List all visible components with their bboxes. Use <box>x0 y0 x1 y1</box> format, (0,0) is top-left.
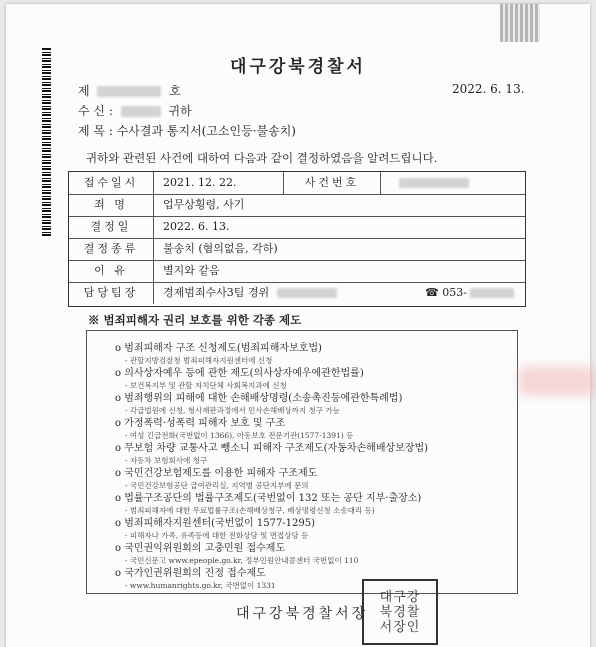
decision-date-value: 2022. 6. 13. <box>163 220 230 233</box>
redacted-stamp-mark <box>518 366 596 396</box>
phone-icon: ☎ <box>425 286 439 299</box>
intro-text: 귀하와 관련된 사건에 대하여 다음과 같이 결정하였음을 알려드립니다. <box>86 151 438 165</box>
reason-value: 별지와 같음 <box>163 264 220 277</box>
seal-text: 대구강북경찰서장인 <box>379 589 421 635</box>
decision-type-value: 불송치 (혐의없음, 각하) <box>163 242 278 255</box>
list-item: o 무보험 차량 교통사고 뺑소니 피해자 구조제도(자동차손해배상보장법) - 자동차 보험회사에 청구 <box>115 443 429 465</box>
subject-text: 수사결과 통지서(고소인등·불송치) <box>116 124 296 138</box>
reason-label: 이 유 <box>69 260 154 282</box>
list-item: o 범죄행위의 피해에 대한 손해배상명령(소송촉진등에관한특례법) - 각급법원에 신청, 형사재판과정에서 민사손해배상까지 청구 가능 <box>115 393 403 415</box>
table-row <box>69 216 525 239</box>
redacted-officer-name <box>277 288 337 298</box>
phone-number: ☎ 053- <box>425 282 514 304</box>
table-row <box>69 172 525 195</box>
official-seal-stamp <box>362 579 438 645</box>
case-number-label: 사건번호 <box>283 172 381 194</box>
list-item: o 가정폭력·성폭력 피해자 보호 및 구조 - 여성 긴급전화(국번없이 1366), 아동보호 전문기관(1577-1391) 등 <box>115 418 354 440</box>
table-row <box>69 282 525 304</box>
rights-section-title: ※ 범죄피해자 권리 보호를 위한 각종 제도 <box>88 313 302 327</box>
recipient-line: 수 신 : 귀하 <box>78 104 192 118</box>
list-item: o 범죄피해자 구조 신청제도(범죄피해자보호법) - 관할지방검찰청 범죄피해자지원센터에 신청 <box>115 343 322 365</box>
charge-value: 업무상횡령, 사기 <box>163 198 245 211</box>
subject-line: 제 목 : 수사결과 통지서(고소인등·불송치) <box>78 124 296 138</box>
receipt-date-label: 접수일시 <box>69 172 154 194</box>
rights-info-box <box>86 330 518 594</box>
officer-label: 담당팀장 <box>69 282 154 304</box>
document-title: 대구강북경찰서 <box>230 57 366 77</box>
officer-value: 경제범죄수사3팀 경위 <box>163 282 337 304</box>
charge-label: 죄 명 <box>69 194 154 216</box>
document-number: 제 호 <box>78 84 181 98</box>
list-item: o 국가인권위원회의 진정 접수제도 - www.humanrights.go.kr, 국번없이 1331 <box>115 568 276 590</box>
redacted-recipient-name <box>121 106 161 117</box>
list-item: o 법률구조공단의 법률구조제도(국번없이 132 또는 공단 지부·출장소) - 범죄피해자에 대한 무료법률구조(손해배상청구, 배상명령신청 소송대리 등) <box>115 493 422 515</box>
redacted-doc-number <box>97 86 161 97</box>
list-item: o 범죄피해자지원센터(국번없이 1577-1295) - 피해자나 가족, 유족등에 대한 전화상담 및 면접상담 등 <box>115 518 316 540</box>
table-row <box>69 194 525 217</box>
list-item: o 국민건강보험제도를 이용한 피해자 구조제도 - 국민건강보험공단 급여관리실, 지역별 공단지부에 문의 <box>115 468 318 490</box>
decision-type-label: 결정종류 <box>69 238 154 260</box>
document-page <box>6 4 590 647</box>
table-row <box>69 238 525 261</box>
receipt-date-value: 2021. 12. 22. <box>163 176 237 189</box>
qr-code-image <box>500 4 540 42</box>
decision-date-label: 결정일 <box>69 216 154 238</box>
list-item: o 국민권익위원회의 고충민원 접수제도 - 국민신문고 www.epeople.go.kr, 정부민원안내콜센터 국번없이 110 <box>115 543 359 565</box>
redacted-phone-number <box>470 288 514 298</box>
document-date: 2022. 6. 13. <box>452 82 525 96</box>
table-row <box>69 260 525 283</box>
redacted-case-number <box>399 178 469 188</box>
issuer-name: 대구강북경찰서장 <box>236 606 369 622</box>
case-info-table <box>68 171 526 307</box>
list-item: o 의사상자예우 등에 관한 제도(의사상자예우에관한법률) - 보건복지부 및 관할 자치단체 사회복지과에 신청 <box>115 368 364 390</box>
